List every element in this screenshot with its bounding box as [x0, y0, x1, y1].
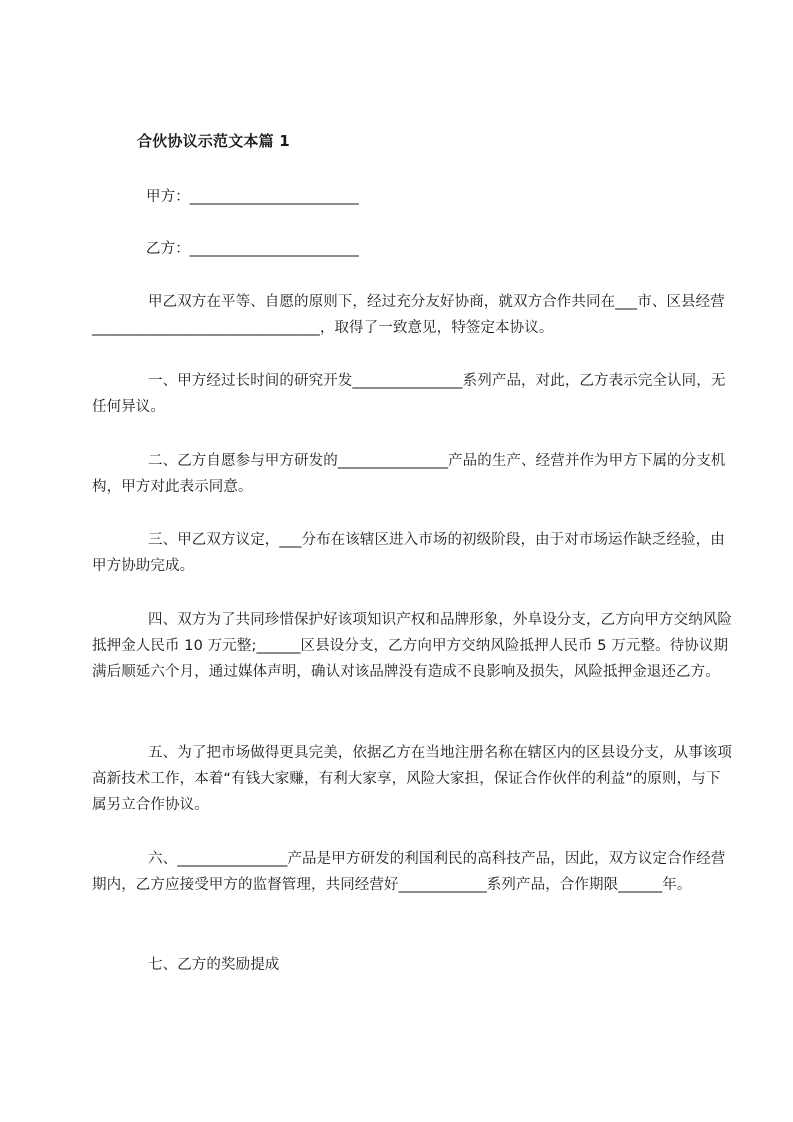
clause-3: 三、甲乙双方议定，___分布在该辖区进入市场的初级阶段，由于对市场运作缺乏经验，由甲方协助完成。: [92, 532, 725, 574]
clause-6: 六、_______________产品是甲方研发的利国利民的高科技产品，因此，双方议定合作经营期内，乙方应接受甲方的监督管理，共同经营好____________系列产品，合作期限______年。: [92, 851, 726, 893]
clause-5: 五、为了把市场做得更具完美，依据乙方在当地注册名称在辖区内的区县设分支，从事该项高新技术工作，本着“有钱大家赚，有利大家享，风险大家担，保证合作伙伴的利益”的原则，与下属另立合作协议。: [92, 745, 732, 813]
paragraph-intro: 甲乙双方在平等、自愿的原则下，经过充分友好协商，就双方合作共同在___市、区县经营_______________________________，取得了一致意见，特签定本协议。: [92, 294, 725, 336]
document-title: 合伙协议示范文本篇 1: [137, 132, 290, 150]
party-a-line: 甲方：_______________________: [146, 189, 359, 205]
clause-4: 四、双方为了共同珍惜保护好该项知识产权和品牌形象，外阜设分支，乙方向甲方交纳风险抵押金人民币 10 万元整;______区县设分支，乙方向甲方交纳风险抵押人民币 5 万元整。待协议期满后顺延六个月，通过媒体声明，确认对该品牌没有造成不良影响及损失，风险抵押金退还乙方。: [92, 612, 732, 680]
clause-2: 二、乙方自愿参与甲方研发的_______________产品的生产、经营并作为甲方下属的分支机构，甲方对此表示同意。: [92, 453, 726, 495]
party-b-line: 乙方：_______________________: [146, 241, 359, 257]
clause-1: 一、甲方经过长时间的研究开发_______________系列产品，对此，乙方表示完全认同，无任何异议。: [92, 373, 726, 415]
clause-7: 七、乙方的奖励提成: [148, 957, 280, 973]
